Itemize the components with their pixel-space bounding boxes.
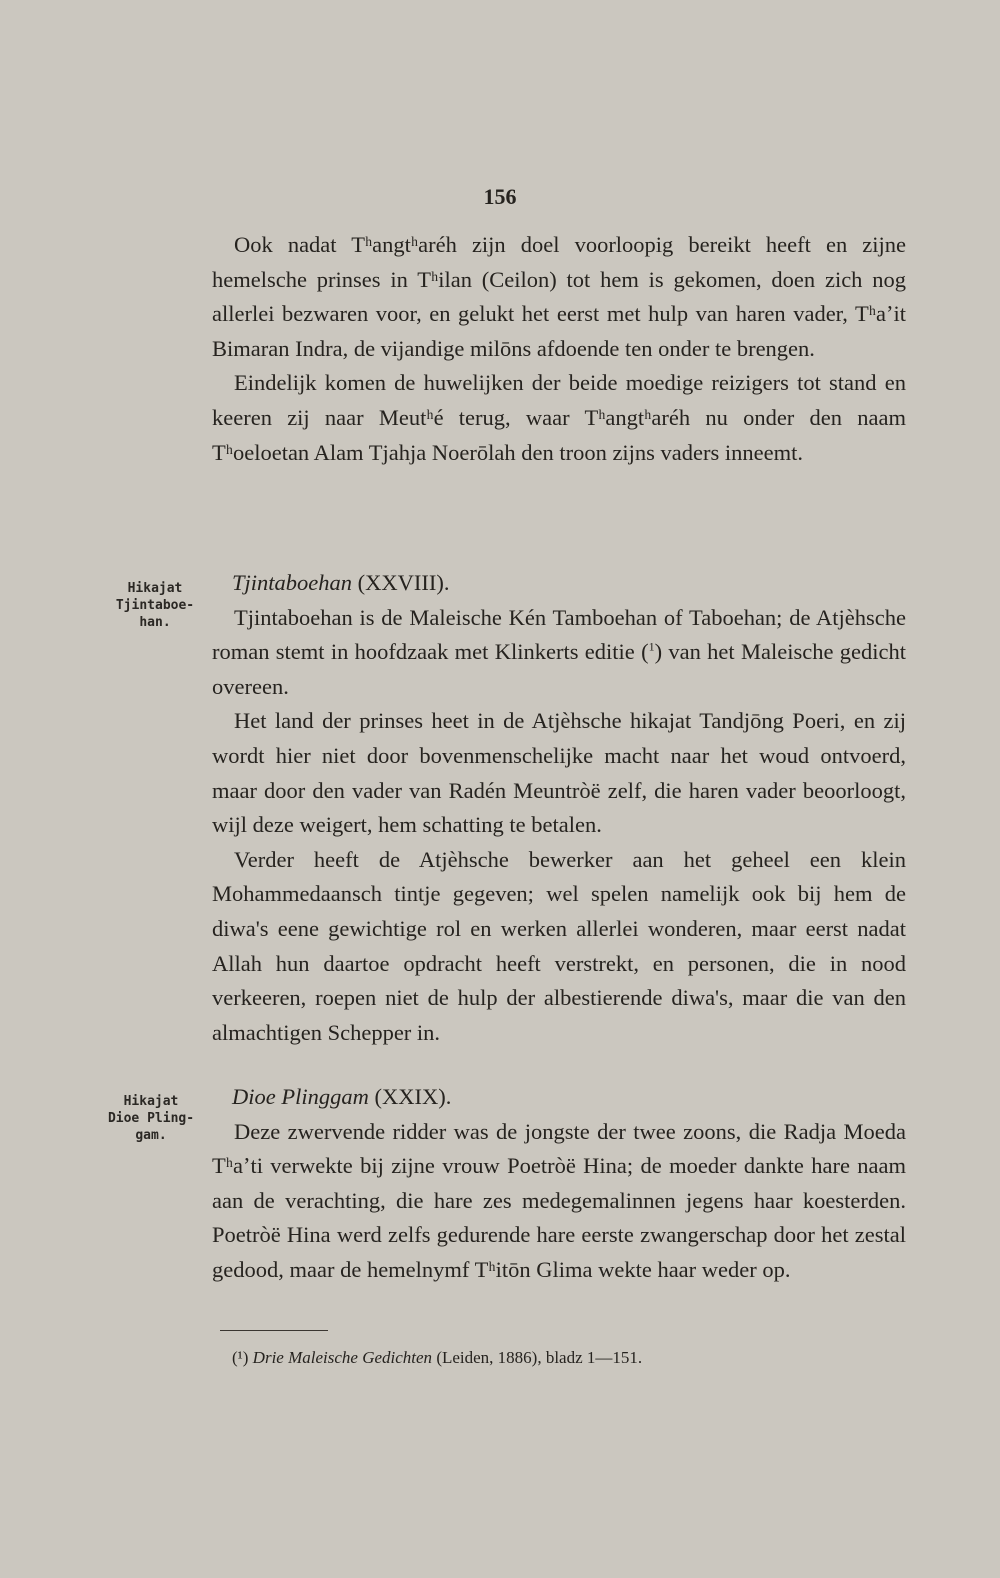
intro-paragraph-2: Eindelijk komen de huwelijken der beide moedige reizigers tot stand en keeren zij naar Meutʰé terug, waar Tʰangtʰaréh nu onder den naam Tʰoeloetan Alam Tjahja Noerōlah den troon zijns vaders inneemt. [212, 370, 906, 465]
margin-note-dioe-plinggam: Hikajat Dioe Pling- gam. [107, 1094, 195, 1143]
section-dioe-plinggam [212, 1080, 906, 1288]
section-heading-tjintaboehan [212, 566, 906, 601]
footnote [232, 1347, 642, 1369]
tjintaboehan-paragraph-2: Het land der prinses heet in de Atjèhsche hikajat Tandjōng Poeri, en zij wordt hier niet door bovenmenschelijke macht naar het woud ontvoerd, maar door den vader van Radén Meuntròë zelf, die haren vader beoorloogt, wijl deze weigert, hem schatting te betalen. [212, 708, 906, 838]
heading-title: Tjintaboehan [232, 570, 353, 595]
dioe-plinggam-paragraph-1: Deze zwervende ridder was de jongste der twee zoons, die Radja Moeda Tʰaʼti verwekte bij zijne vrouw Poetròë Hina; de moeder dankte hare naam aan de verachting, die hare zes medegemalinnen jegens haar koesterden. Poetròë Hina werd zelfs gedurende hare eerste zwangerschap door het zestal gedood, maar de hemelnymf Tʰitōn Glima wekte haar weder op. [212, 1118, 906, 1282]
footnote-title: Drie Maleische Gedichten [252, 1348, 433, 1367]
footnote-details: (Leiden, 1886), bladz 1—151. [436, 1348, 643, 1367]
section-heading-dioe-plinggam [212, 1080, 906, 1115]
footnote-marker: (¹) [232, 1348, 249, 1367]
margin-note-tjintaboehan: Hikajat Tjintaboe- han. [115, 581, 195, 630]
tjintaboehan-paragraph-3: Verder heeft de Atjèhsche bewerker aan het geheel een klein Mohammedaansch tintje gegeven; wel spelen namelijk ook bij hem de diwa's eene gewichtige rol en werken allerlei wonderen, maar eerst nadat Allah hun daartoe opdracht heeft verstrekt, en personen, die in nood verkeeren, roepen niet de hulp der albestierende diwa's, maar die van den almachtigen Schepper in. [212, 846, 906, 1045]
intro-paragraph-1: Ook nadat Tʰangtʰaréh zijn doel voorloopig bereikt heeft en zijne hemelsche prinses in Tʰilan (Ceilon) tot hem is gekomen, doen zich nog allerlei bezwaren voor, en gelukt het eerst met hulp van haren vader, Tʰaʼit Bimaran Indra, de vijandige milōns afdoende ten onder te brengen. [212, 232, 906, 361]
heading-number: (XXIX). [374, 1084, 452, 1109]
heading-title: Dioe Plinggam [232, 1084, 369, 1109]
footnote-reference: 1 [648, 639, 655, 654]
section-tjintaboehan [212, 566, 906, 1050]
page-number: 156 [483, 184, 517, 209]
footnote-rule [220, 1330, 328, 1331]
intro-section [212, 228, 906, 470]
heading-number: (XXVIII). [357, 570, 450, 595]
tjintaboehan-paragraph-1: Tjintaboehan is de Maleische Kén Tamboehan of Taboehan; de Atjèhsche roman stemt in hoofdzaak met Klinkerts editie ($^1$) van het Maleische gedicht overeen. [212, 604, 906, 699]
